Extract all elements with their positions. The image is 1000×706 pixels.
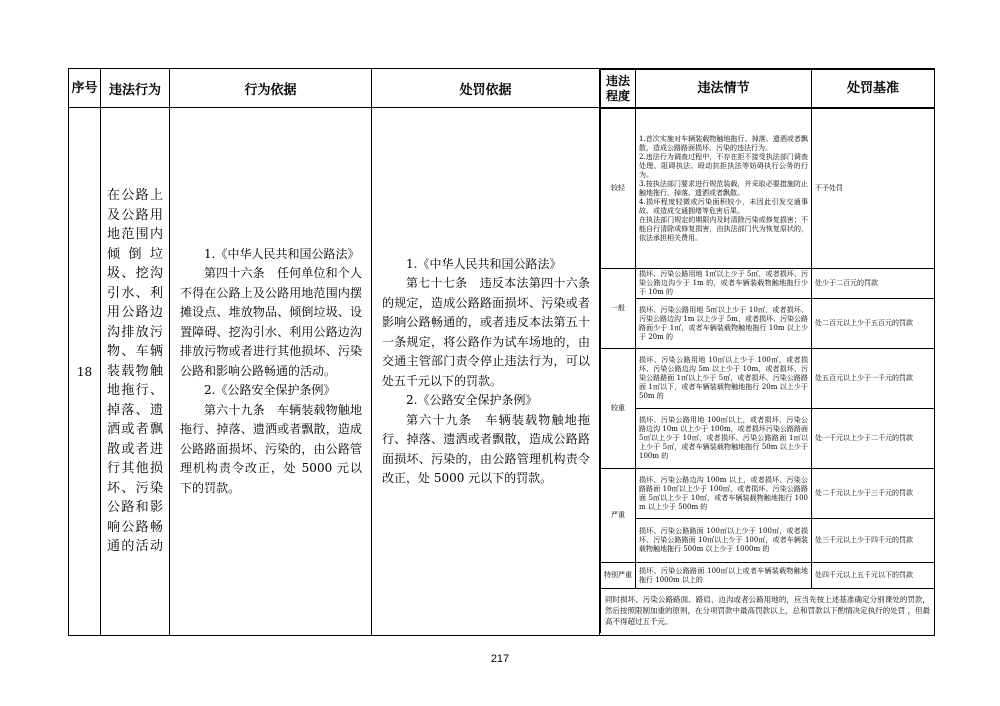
header-seq: 序号 [69, 69, 101, 108]
row-penalty-basis [372, 108, 600, 636]
circumstance-text: 损坏、污染公路边沟 100m 以上，或者损坏、污染公路路面 10㎡以上少于 100㎡，或者损坏、污染公路路面 5㎡以上少于 10㎡，或者车辆装载物触地拖行 100m 以上少于 500m 的 [636, 469, 812, 519]
details-inner-table [600, 108, 934, 633]
circumstance-text: 损坏、污染公路路面 100㎡以上少于 100㎡，或者损坏、污染公路路面 10㎡以上少于 100㎡，或者车辆装载物触地拖行 500m 以上少于 1000m 的 [636, 519, 812, 563]
penalty-law-2: 2.《公路安全保护条例》 [406, 393, 538, 407]
level-row [601, 269, 935, 299]
row-seq: 18 [69, 108, 101, 636]
degree-label: 严重 [601, 469, 636, 563]
level-row [601, 563, 935, 589]
level-row [601, 409, 935, 469]
header-penalty-basis: 处罚依据 [372, 69, 600, 108]
level-row [601, 299, 935, 349]
basis-law-2: 2.《公路安全保护条例》 [204, 383, 336, 398]
note-text: 同时损坏、污染公路路面、路肩、边沟或者公路用地的，应当先按上述基准确定分别课处的罚款，然后按照限制加重的原则，在分项罚款中最高罚款以上，总和罚款以下酌情决定执行的处罚 ，但最高不得超过五千元。 [601, 589, 935, 633]
header-row [69, 69, 935, 108]
standard-text: 不予处罚 [812, 109, 935, 269]
circumstance-text: 损坏、污染公路用地 100㎡以上，或者损坏、污染公路边沟 10m 以上少于 100m，或者损坏污染公路路面 5㎡以上少于 10㎡，或者损坏、污染公路路面 1㎡以上少于 5㎡，或者车辆装载物触地拖行 50m 以上少于 100m 的 [636, 409, 812, 469]
page-number: 217 [490, 653, 510, 665]
standard-text: 处一千元以上少于二千元的罚款 [812, 409, 935, 469]
degree-label: 较重 [601, 349, 636, 469]
penalty-article-2: 第六十九条 车辆装载物触地拖行、掉落、遗洒或者飘散，造成公路路面损坏、污染的，由公路管理机构责令改正，处 5000 元以下的罚款。 [382, 412, 590, 485]
row-details [600, 108, 935, 636]
header-right-group [600, 69, 935, 108]
basis-article-1: 第四十六条 任何单位和个人不得在公路上及公路用地范围内摆摊设点、堆放物品、倾倒垃圾、设置障碍、挖沟引水、利用公路边沟排放污物或者进行其他损坏、污染公路和影响公路畅通的活动。 [180, 266, 362, 378]
circumstance-text: 损坏、污染公路用地 1㎡以上少于 5㎡，或者损坏、污染公路边沟少于 1m 的，或者车辆装载物触地拖行少于 10m 的 [636, 269, 812, 299]
basis-law-1: 1.《中华人民共和国公路法》 [204, 246, 360, 261]
circumstance-text: 1.首次实施对车辆装载物触地拖行、掉落、遗洒或者飘散，造成公路路面损坏、污染的违法行为。 2.违法行为调查过程中，不存在拒不接受执法部门调查处理、阻碍执法、殴动抗拒执法等妨碍执行公务的行为。 3.按执法部门要求进行规范装载，并采取必要措施防止触地拖行、掉落、遗洒或者飘散。 4.损坏程度轻微或污染面积较小，未因此引发交通事故、或造成交通拥堵等危害后果。 在执法部门规定的期限内及时清除污染或修复损害；不能自行清除或修复损害，由执法部门代为恢复原状的，依法承担相关费用。 [636, 109, 812, 269]
level-row [601, 109, 935, 269]
standard-text: 处二百元以上少于五百元的罚款 [812, 299, 935, 349]
circumstance-text: 损坏、污染公路路面 100㎡以上或者车辆装载物触地拖行 1000m 以上的 [636, 563, 812, 589]
table-row [69, 108, 935, 636]
header-standard: 处罚基准 [812, 70, 935, 108]
penalty-article-1: 第七十七条 违反本法第四十六条的规定，造成公路路面损坏、污染或者影响公路畅通的，或者违反本法第五十一条规定，将公路作为试车场地的，由交通主管部门责令停止违法行为，可以处五千元以下的罚款。 [382, 276, 590, 388]
level-row [601, 519, 935, 563]
header-inner [600, 69, 934, 107]
note-row [601, 589, 935, 633]
header-degree: 违法程度 [601, 70, 636, 108]
circumstance-text: 损坏、污染公路用地 5㎡以上少于 10㎡，或者损坏、污染公路边沟 1m 以上少于 5m，或者损坏、污染公路路面少于 1㎡，或者车辆装载物触地拖行 10m 以上少于 20m 的 [636, 299, 812, 349]
circumstance-text: 损坏、污染公路用地 10㎡以上少于 100㎡，或者损坏、污染公路边沟 5m 以上少于 10m，或者损坏、污染公路路面 1㎡以上少于 5㎡，或者损坏、污染公路路面 1㎡以下，或者车辆装载物触地拖行 20m 以上少于 50m 的 [636, 349, 812, 409]
degree-label: 一般 [601, 269, 636, 349]
level-row [601, 469, 935, 519]
header-act: 违法行为 [101, 69, 170, 108]
standard-text: 处少于二百元的罚款 [812, 269, 935, 299]
level-row [601, 349, 935, 409]
standard-text: 处二千元以上少于三千元的罚款 [812, 469, 935, 519]
header-basis: 行为依据 [170, 69, 372, 108]
standard-text: 处四千元以上五千元以下的罚款 [812, 563, 935, 589]
standard-text: 处三千元以上少于四千元的罚款 [812, 519, 935, 563]
header-circumstance: 违法情节 [636, 70, 812, 108]
standard-text: 处五百元以上少于一千元的罚款 [812, 349, 935, 409]
degree-label: 较轻 [601, 109, 636, 269]
degree-label: 特别严重 [601, 563, 636, 589]
penalty-table [68, 68, 935, 636]
row-basis [170, 108, 372, 636]
penalty-law-1: 1.《中华人民共和国公路法》 [406, 256, 562, 271]
row-act: 在公路上及公路用地范围内倾倒垃圾、挖沟引水、利用公路边沟排放污物、车辆装载物触地拖行、掉落、遗洒或者飘散或者进行其他损坏、污染公路和影响公路畅通的活动 [101, 108, 170, 636]
basis-article-2: 第六十九条 车辆装载物触地拖行、掉落、遗洒或者飘散，造成公路路面损坏、污染的，由公路管理机构责令改正，处 5000 元以下的罚款。 [180, 402, 362, 495]
